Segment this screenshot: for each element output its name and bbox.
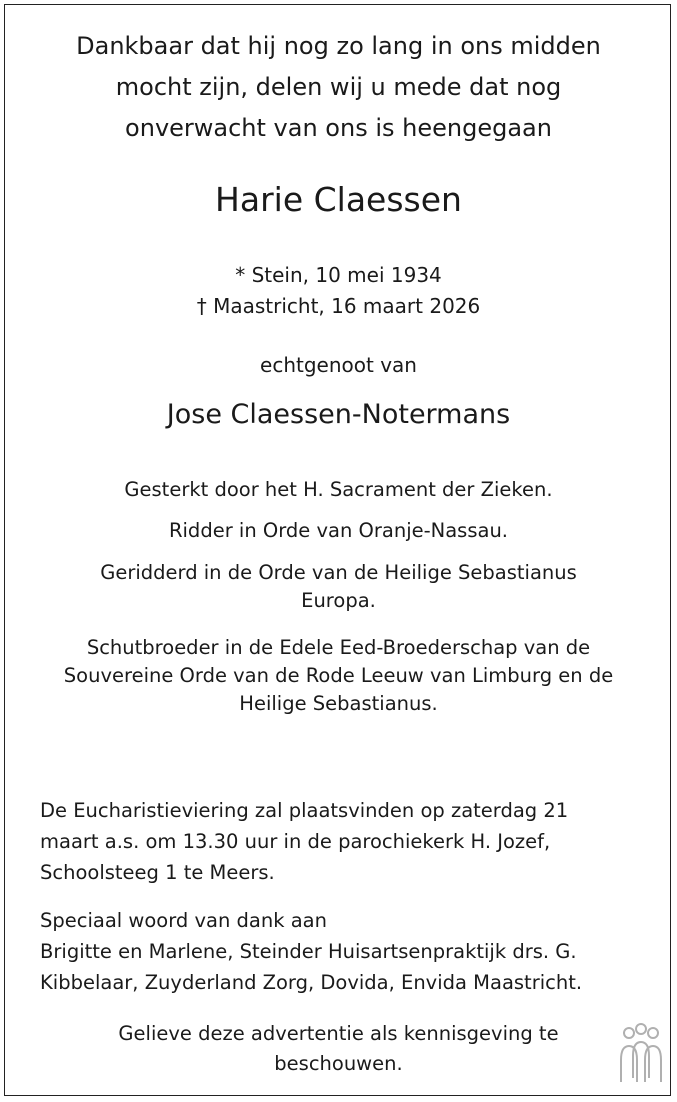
spouse-label: echtgenoot van: [260, 353, 417, 377]
birth-line: * Stein, 10 mei 1934: [235, 263, 442, 287]
honor-oranje-nassau: Ridder in Orde van Oranje-Nassau.: [168, 519, 509, 542]
honor-schutbroeder: Schutbroeder in de Edele Eed-Broederschap van de Souvereine Orde van de Rode Leeuw van Limburg en de Heilige Sebastianus.: [63, 636, 614, 715]
honor-sacrament: Gesterkt door het H. Sacrament der Zieken.: [124, 478, 553, 501]
life-dates: [10, 260, 667, 322]
intro-text: Dankbaar dat hij nog zo lang in ons midden mocht zijn, delen wij u mede dat nog onverwacht van ons is heengegaan: [76, 32, 601, 142]
thanks-text: Speciaal woord van dank aan Brigitte en Marlene, Steinder Huisartsenpraktijk drs. G. Kibbelaar, Zuyderland Zorg, Dovida, Envida Maastricht.: [40, 909, 583, 994]
deceased-name: Harie Claessen: [215, 180, 462, 219]
people-group-logo-icon: [616, 1020, 666, 1090]
closing-text: Gelieve deze advertentie als kennisgeving te beschouwen.: [118, 1022, 559, 1075]
honor-sebastianus-europa: Geridderd in de Orde van de Heilige Sebastianus Europa.: [100, 561, 577, 612]
mass-details: De Eucharistieviering zal plaatsvinden op zaterdag 21 maart a.s. om 13.30 uur in de parochiekerk H. Jozef, Schoolsteeg 1 te Meers.: [40, 799, 569, 884]
spouse-name: Jose Claessen-Notermans: [166, 399, 511, 430]
death-line: † Maastricht, 16 maart 2026: [196, 294, 481, 318]
